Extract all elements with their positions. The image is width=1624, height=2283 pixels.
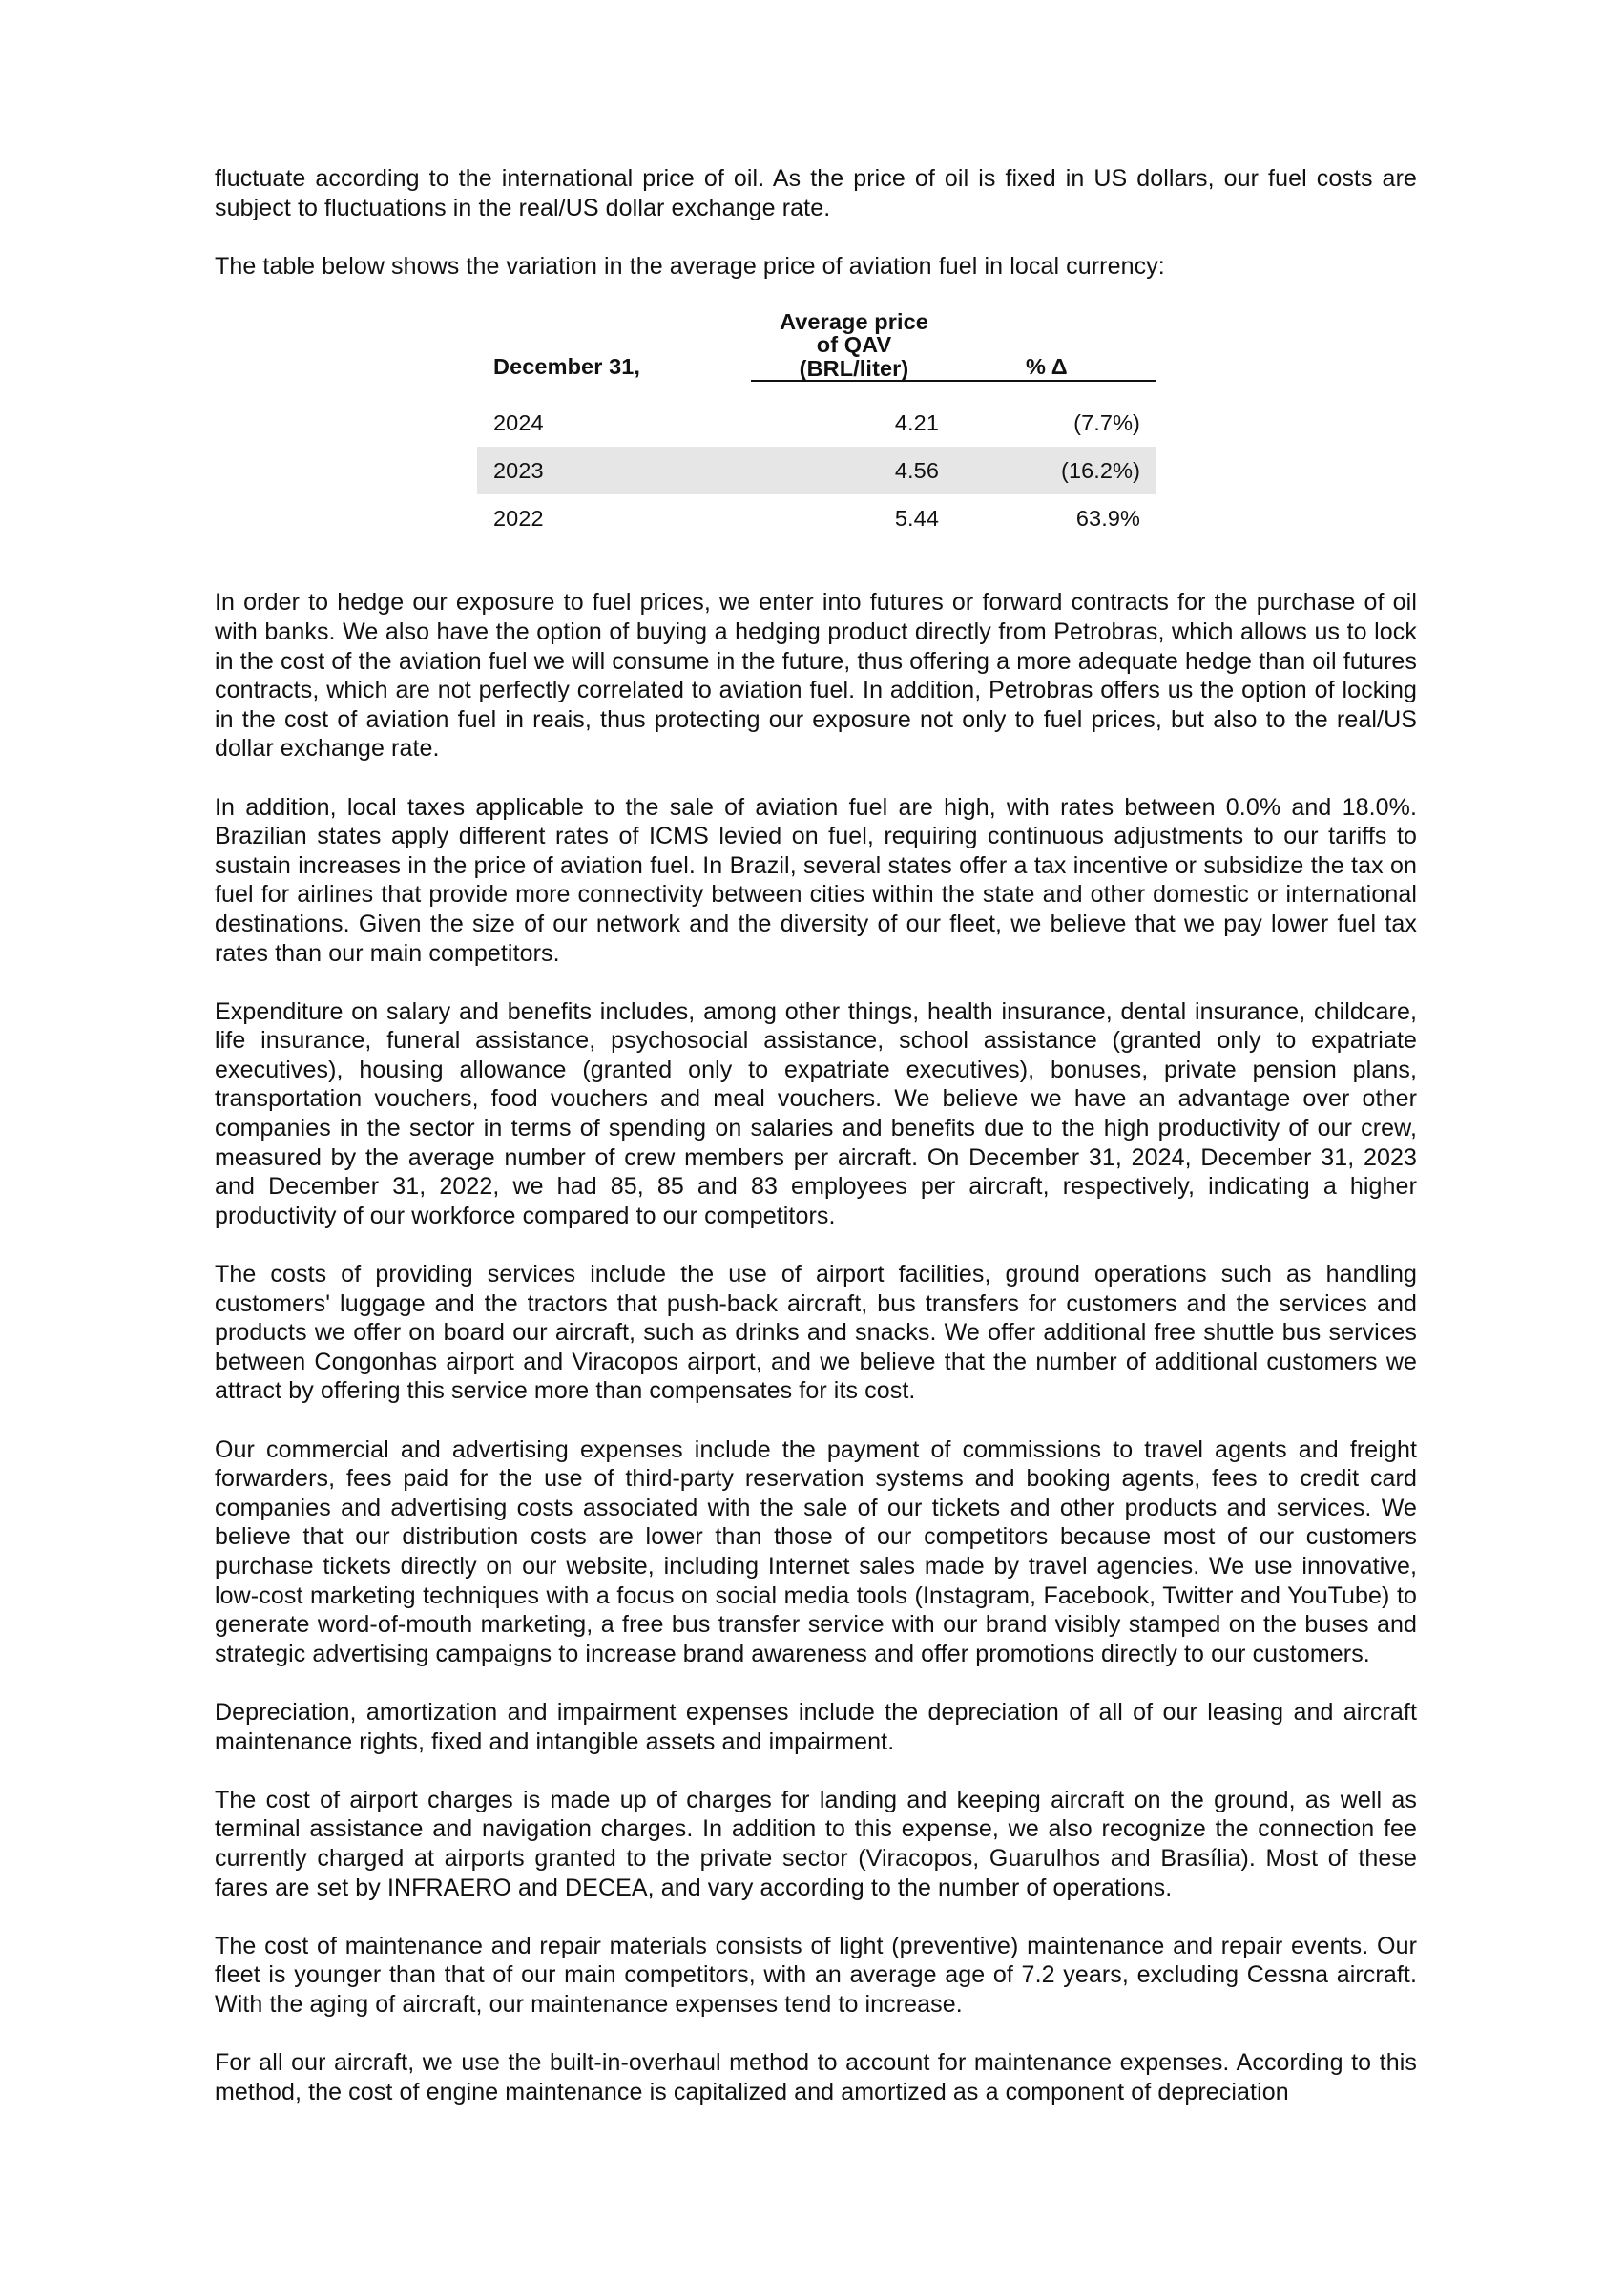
paragraph-maintenance-materials: The cost of maintenance and repair materials consists of light (preventive) maintenance and repair events. Our fleet is younger than that of our main competitors, with an average age of 7.2 years, excluding Cessna aircraft. With the aging of aircraft, our maintenance expenses tend to increase. <box>215 1932 1417 2018</box>
cell-price: 4.56 <box>894 458 939 484</box>
fuel-price-table <box>477 294 1156 542</box>
cell-year: 2024 <box>493 410 544 436</box>
paragraph-overhaul-method: For all our aircraft, we use the built-in-overhaul method to account for maintenance expenses. According to this method, the cost of engine maintenance is capitalized and amortized as a component of depreciation <box>215 2049 1417 2105</box>
header-percent-change: % Δ <box>1026 354 1068 380</box>
header-price-line-2: of QAV <box>816 332 892 358</box>
header-rule <box>751 380 1156 382</box>
header-price-line-1: Average price <box>780 308 928 334</box>
cell-price: 5.44 <box>894 506 939 532</box>
paragraph-table-intro: The table below shows the variation in the average price of aviation fuel in local currency: <box>215 252 1165 280</box>
cell-price: 4.21 <box>894 410 939 436</box>
cell-year: 2022 <box>493 506 544 532</box>
paragraph-salary-benefits: Expenditure on salary and benefits includes, among other things, health insurance, dental insurance, childcare, life insurance, funeral assistance, psychosocial assistance, school assistance (granted only to expatriate executives), housing allowance (granted only to expatriate executives), bonuses, private pension plans, transportation vouchers, food vouchers and meal vouchers. We believe we have an advantage over other companies in the sector in terms of spending on salaries and benefits due to the high productivity of our crew, measured by the average number of crew members per aircraft. On December 31, 2024, December 31, 2023 and December 31, 2022, we had 85, 85 and 83 employees per aircraft, respectively, indicating a higher productivity of our workforce compared to our competitors. <box>215 997 1417 1229</box>
paragraph-depreciation: Depreciation, amortization and impairment expenses include the depreciation of all of our leasing and aircraft maintenance rights, fixed and intangible assets and impairment. <box>215 1698 1417 1755</box>
table-body <box>477 399 1156 542</box>
table-row <box>477 494 1156 542</box>
header-price-line-3: (BRL/liter) <box>799 355 909 381</box>
table-row <box>477 399 1156 447</box>
paragraph-service-costs: The costs of providing services include the use of airport facilities, ground operations such as handling customers' luggage and the tractors that push-back aircraft, bus transfers for customers and the services and products we offer on board our aircraft, such as drinks and snacks. We offer additional free shuttle bus services between Congonhas airport and Viracopos airport, and we believe that the number of additional customers we attract by offering this service more than compensates for its cost. <box>215 1261 1417 1405</box>
paragraph-fuel-fluctuation: fluctuate according to the international price of oil. As the price of oil is fixed in US dollars, our fuel costs are subject to fluctuations in the real/US dollar exchange rate. <box>215 165 1417 221</box>
cell-change: 63.9% <box>1075 506 1140 532</box>
table-row <box>477 447 1156 494</box>
paragraph-fuel-taxes: In addition, local taxes applicable to the sale of aviation fuel are high, with rates between 0.0% and 18.0%. Brazilian states apply different rates of ICMS levied on fuel, requiring continuous adjustments to our tariffs to sustain increases in the price of aviation fuel. In Brazil, several states offer a tax incentive or subsidize the tax on fuel for airlines that provide more connectivity between cities within the state and other domestic or international destinations. Given the size of our network and the diversity of our fleet, we believe that we pay lower fuel tax rates than our main competitors. <box>215 793 1417 967</box>
cell-year: 2023 <box>493 458 544 484</box>
table-header <box>477 294 1156 380</box>
cell-change: (16.2%) <box>1061 458 1140 484</box>
header-date: December 31, <box>493 354 641 380</box>
paragraph-commercial-advertising: Our commercial and advertising expenses include the payment of commissions to travel agents and freight forwarders, fees paid for the use of third-party reservation systems and booking agents, fees to credit card companies and advertising costs associated with the sale of our tickets and other products and services. We believe that our distribution costs are lower than those of our competitors because most of our customers purchase tickets directly on our website, including Internet sales made by travel agencies. We use innovative, low-cost marketing techniques with a focus on social media tools (Instagram, Facebook, Twitter and YouTube) to generate word-of-mouth marketing, a free bus transfer service with our brand visibly stamped on the buses and strategic advertising campaigns to increase brand awareness and offer promotions directly to our customers. <box>215 1435 1417 1667</box>
cell-change: (7.7%) <box>1073 410 1140 436</box>
page-content <box>215 164 1417 2106</box>
header-average-price <box>754 310 954 381</box>
paragraph-airport-charges: The cost of airport charges is made up of charges for landing and keeping aircraft on the ground, as well as terminal assistance and navigation charges. In addition to this expense, we also recognize the connection fee currently charged at airports granted to the private sector (Viracopos, Guarulhos and Brasília). Most of these fares are set by INFRAERO and DECEA, and vary according to the number of operations. <box>215 1786 1417 1901</box>
paragraph-fuel-hedging: In order to hedge our exposure to fuel prices, we enter into futures or forward contracts for the purchase of oil with banks. We also have the option of buying a hedging product directly from Petrobras, which allows us to lock in the cost of the aviation fuel we will consume in the future, thus offering a more adequate hedge than oil futures contracts, which are not perfectly correlated to aviation fuel. In addition, Petrobras offers us the option of locking in the cost of aviation fuel in reais, thus protecting our exposure not only to fuel prices, but also to the real/US dollar exchange rate. <box>215 589 1417 763</box>
